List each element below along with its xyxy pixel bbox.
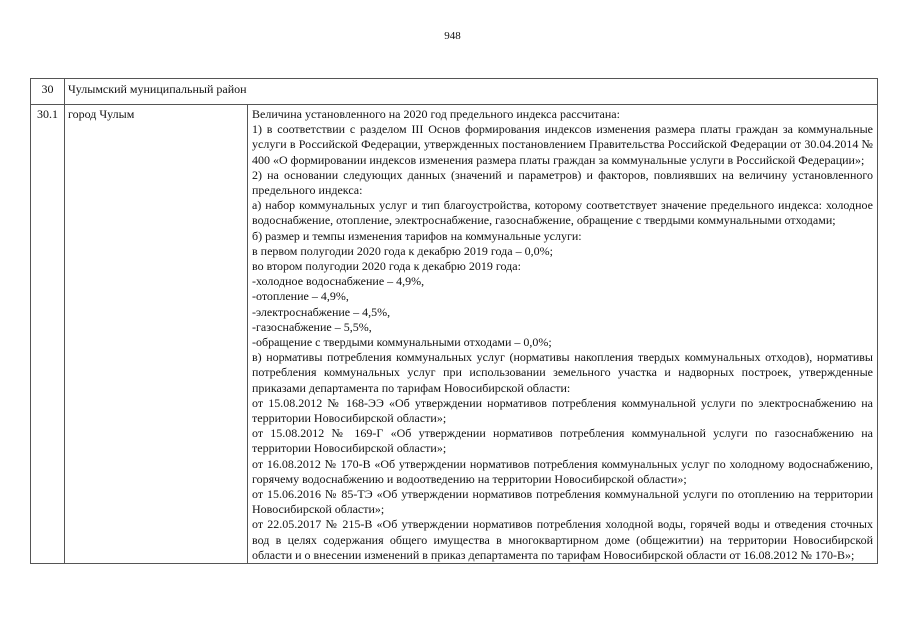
paragraph: в) нормативы потребления коммунальных услуг (нормативы накопления твердых коммунальных отходов), нормативы потребления коммунальных услуг при использовании земельного участка и надворных построек, утвержденные приказами департамента по тарифам Новосибирской области: — [252, 350, 873, 395]
row-number: 30 — [31, 79, 65, 105]
paragraph: от 22.05.2017 № 215-В «Об утверждении нормативов потребления холодной воды, горячей воды и отведения сточных вод в целях содержания общего имущества в многоквартирном доме (общежитии) на территории Новосибирской области и о внесении изменений в приказ департамента по тарифам Новосибирской области от 16.08.2012 № 170-В»; — [252, 517, 873, 562]
paragraph: Величина установленного на 2020 год предельного индекса рассчитана: — [252, 107, 620, 121]
paragraph: в первом полугодии 2020 года к декабрю 2019 года – 0,0%; — [252, 243, 553, 258]
paragraph: -обращение с твердыми коммунальными отходами – 0,0%; — [252, 335, 552, 350]
district-name: Чулымский муниципальный район — [65, 79, 878, 105]
table-row-header — [31, 79, 878, 105]
paragraph: 1) в соответствии с разделом III Основ формирования индексов изменения размера платы граждан за коммунальные услуги в Российской Федерации, утвержденных постановлением Правительства Российской Федерации от 30.04.2014 № 400 «О формировании индексов изменения размера платы граждан за коммунальные услуги в Российской Федерации»; — [252, 122, 873, 167]
row-number: 30.1 — [31, 105, 65, 564]
paragraph: -холодное водоснабжение – 4,9%, — [252, 274, 425, 289]
paragraph: от 16.08.2012 № 170-В «Об утверждении нормативов потребления коммунальных услуг по холодному водоснабжению, горячему водоснабжению и водоотведению на территории Новосибирской области»; — [252, 456, 873, 486]
paragraph: от 15.06.2016 № 85-ТЭ «Об утверждении нормативов потребления коммунальной услуги по отоплению на территории Новосибирской области»; — [252, 487, 873, 517]
paragraph: от 15.08.2012 № 168-ЭЭ «Об утверждении нормативов потребления коммунальной услуги по электроснабжению на территории Новосибирской области»; — [252, 395, 873, 426]
paragraph: во втором полугодии 2020 года к декабрю 2019 года: — [252, 259, 521, 274]
settlement-name: город Чулым — [65, 105, 248, 564]
paragraph: -газоснабжение – 5,5%, — [252, 319, 372, 334]
page-number: 948 — [444, 30, 461, 42]
paragraph: б) размер и темпы изменения тарифов на коммунальные услуги: — [252, 228, 582, 243]
paragraph: а) набор коммунальных услуг и тип благоустройства, которому соответствует значение предельного индекса: холодное водоснабжение, отопление, электроснабжение, газоснабжение, обращение с твердыми коммунальными отходами; — [252, 198, 873, 228]
table-row-detail — [31, 105, 878, 564]
tariff-table — [30, 78, 878, 564]
paragraph: от 15.08.2012 № 169-Г «Об утверждении нормативов потребления коммунальной услуги по газоснабжению на территории Новосибирской области»; — [252, 426, 873, 456]
paragraph: -отопление – 4,9%, — [252, 289, 349, 304]
paragraph: -электроснабжение – 4,5%, — [252, 304, 391, 319]
index-description — [248, 105, 878, 564]
paragraph: 2) на основании следующих данных (значений и параметров) и факторов, повлиявших на величину установленного предельного индекса: — [252, 167, 873, 198]
